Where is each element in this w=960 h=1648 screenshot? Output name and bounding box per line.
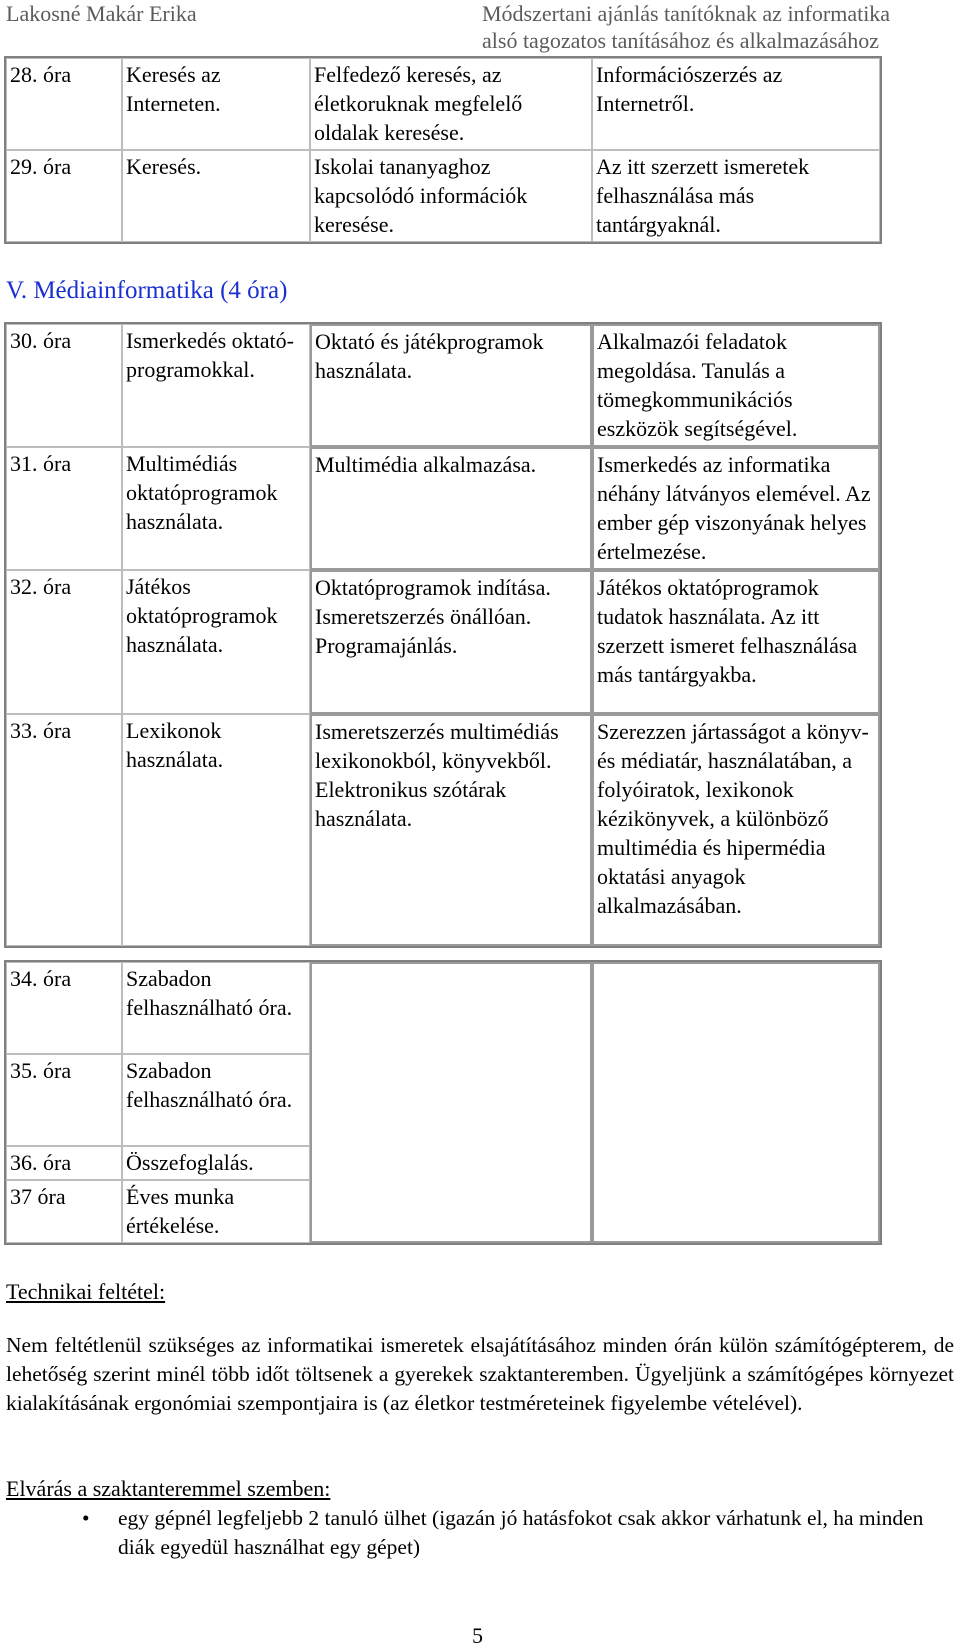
activity-cell: Ismeretszerzés multimédiás lexikonokból, könyvekből. Elektronikus szótárak használata.: [310, 714, 592, 946]
activity-cell: Iskolai tananyaghoz kapcsolódó információk keresése.: [310, 150, 592, 242]
topic-cell: Keresés.: [122, 150, 310, 242]
topic-cell: Lexikonok használata.: [122, 714, 310, 946]
section-title: V. Médiainformatika (4 óra): [6, 277, 288, 304]
topic-cell: Játékos oktatóprogramok használata.: [122, 570, 310, 714]
goal-cell: Szerezzen jártasságot a könyv- és médiatár, használatában, a folyóiratok, lexikonok kézikönyvek, a különböző multimédia és hipermédia oktatási anyagok alkalmazásában.: [592, 714, 880, 946]
hour-cell: 36. óra: [6, 1146, 122, 1180]
list-item-text: egy gépnél legfeljebb 2 tanuló ülhet (igazán jó hatásfokot csak akkor várhatunk el, ha minden diák egyedül használhat egy gépet): [118, 1506, 924, 1559]
topic-cell: Keresés az Interneten.: [122, 58, 310, 150]
hour-cell: 32. óra: [6, 570, 122, 714]
activity-cell: Multimédia alkalmazása.: [310, 447, 592, 570]
goal-cell: Ismerkedés az informatika néhány látványos elemével. Az ember gép viszonyának helyes értelmezése.: [592, 447, 880, 570]
list-item: [0, 1504, 958, 1562]
hour-cell: 34. óra: [6, 962, 122, 1054]
hour-cell: 35. óra: [6, 1054, 122, 1146]
topic-cell: Éves munka értékelése.: [122, 1180, 310, 1243]
table-row: [6, 714, 880, 946]
tech-heading: Technikai feltétel:: [6, 1279, 166, 1304]
activity-cell: Felfedező keresés, az életkoruknak megfelelő oldalak keresése.: [310, 58, 592, 150]
hour-cell: 30. óra: [6, 324, 122, 447]
page-number: 5: [472, 1623, 483, 1648]
header-author: Lakosné Makár Erika: [6, 1, 197, 26]
header-title-line1: Módszertani ajánlás tanítóknak az informatika: [482, 1, 891, 26]
topic-cell: Szabadon felhasználható óra.: [122, 1054, 310, 1146]
table-row: [6, 447, 880, 570]
expect-heading: Elvárás a szaktanteremmel szemben:: [6, 1476, 331, 1501]
topic-cell: Összefoglalás.: [122, 1146, 310, 1180]
table-row: [6, 324, 880, 447]
lesson-table-media: [4, 322, 882, 948]
hour-cell: 29. óra: [6, 150, 122, 242]
table-row: [6, 570, 880, 714]
header-title: [482, 0, 940, 54]
tech-paragraph: Nem feltétlenül szükséges az informatikai ismeretek elsajátításához minden órán külön számítógépterem, de lehetőség szerint minél több időt töltsenek a gyerekek szaktanteremben. Ügyeljünk a számítógépes környezet kialakításának ergonómiai szempontjaira is (az életkor testméreteinek figyelembe vételével).: [6, 1333, 954, 1415]
hour-cell: 37 óra: [6, 1180, 122, 1243]
table-row: [6, 150, 880, 242]
hour-cell: 28. óra: [6, 58, 122, 150]
topic-cell: Ismerkedés oktató-programokkal.: [122, 324, 310, 447]
bullet-icon: •: [82, 1506, 90, 1530]
goal-cell: Alkalmazói feladatok megoldása. Tanulás a tömegkommunikációs eszközök segítségével.: [592, 324, 880, 447]
activity-cell: Oktatóprogramok indítása. Ismeretszerzés önállóan. Programajánlás.: [310, 570, 592, 714]
hour-cell: 33. óra: [6, 714, 122, 946]
expect-list: [0, 1504, 958, 1562]
topic-cell: Multimédiás oktatóprogramok használata.: [122, 447, 310, 570]
header-title-line2: alsó tagozatos tanításához és alkalmazásához: [482, 28, 880, 53]
lesson-table-free: [4, 960, 882, 1245]
goal-cell: Az itt szerzett ismeretek felhasználása más tantárgyaknál.: [592, 150, 880, 242]
activity-cell-empty: [310, 962, 592, 1243]
hour-cell: 31. óra: [6, 447, 122, 570]
goal-cell: Játékos oktatóprogramok tudatok használata. Az itt szerzett ismeret felhasználása más tantárgyakba.: [592, 570, 880, 714]
lesson-table-top: [4, 56, 882, 244]
activity-cell: Oktató és játékprogramok használata.: [310, 324, 592, 447]
goal-cell: Információszerzés az Internetről.: [592, 58, 880, 150]
table-row: [6, 962, 880, 1054]
topic-cell: Szabadon felhasználható óra.: [122, 962, 310, 1054]
table-row: [6, 58, 880, 150]
goal-cell-empty: [592, 962, 880, 1243]
